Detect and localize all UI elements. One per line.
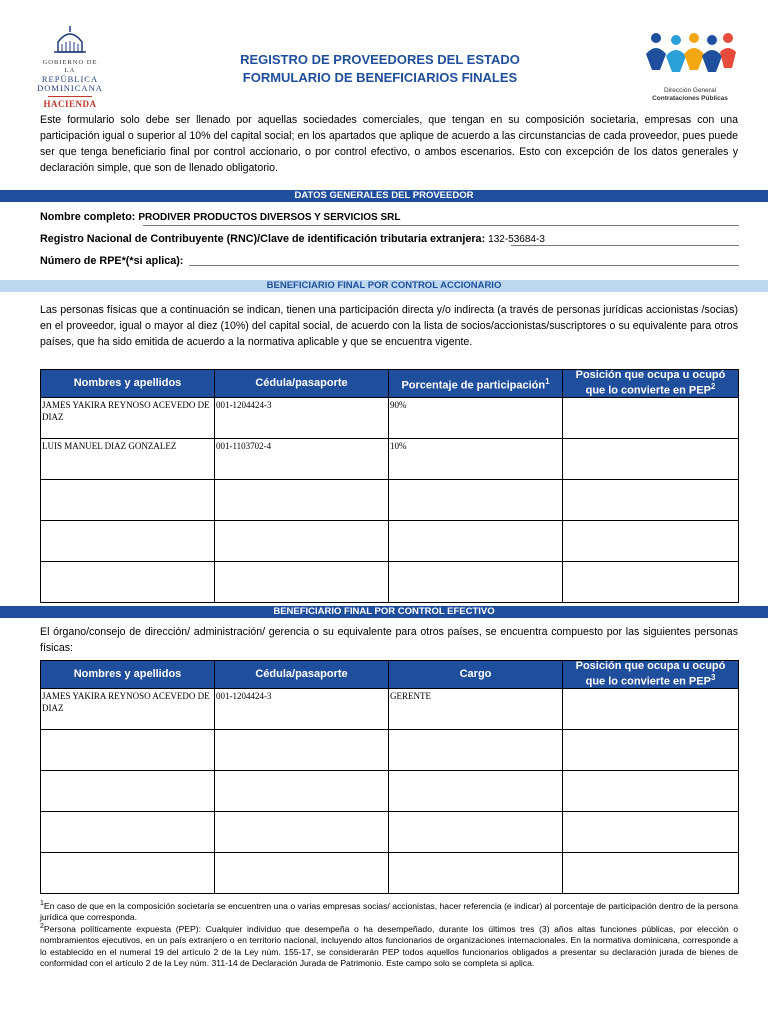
field-rnc-label: Registro Nacional de Contribuyente (RNC)/Clave de identificación tributaria extranjera: 132-53684-3 — [40, 233, 545, 245]
col-header-pep: Posición que ocupa u ocupó que lo convierte en PEP$^2$ — [563, 370, 739, 398]
cell-nombre[interactable] — [41, 520, 215, 561]
col-header-porcentaje: Porcentaje de participación$^1$ — [389, 370, 563, 398]
cell-pep[interactable] — [563, 520, 739, 561]
col-header-pep: Posición que ocupa u ocupó que lo convierte en PEP$^3$ — [563, 661, 739, 689]
cell-cedula[interactable] — [215, 852, 389, 893]
cell-porcentaje[interactable]: 10% — [389, 438, 563, 479]
cell-cedula[interactable]: 001-1204424-3 — [215, 397, 389, 438]
logo-dgcp-line2: Contrataciones Públicas — [652, 95, 728, 102]
dgcp-people-icon — [644, 30, 736, 78]
cell-nombre[interactable] — [41, 479, 215, 520]
col-header-cargo: Cargo — [389, 661, 563, 689]
field-rpe-input[interactable] — [189, 265, 739, 266]
cell-cedula[interactable] — [215, 520, 389, 561]
cell-nombre[interactable] — [41, 770, 215, 811]
cell-cedula[interactable]: 001-1103702-4 — [215, 438, 389, 479]
cell-nombre[interactable] — [41, 852, 215, 893]
cell-cedula[interactable] — [215, 770, 389, 811]
table-row — [41, 397, 739, 438]
cell-cargo[interactable]: GERENTE — [389, 688, 563, 729]
field-nombre-label: Nombre completo: PRODIVER PRODUCTOS DIVERSOS Y SERVICIOS SRL — [40, 211, 401, 223]
col-header-cedula: Cédula/pasaporte — [215, 661, 389, 689]
table-row — [41, 770, 739, 811]
intro-paragraph: Este formulario solo debe ser llenado por aquellas sociedades comerciales, que tengan en su composición societaria, empresas con una participación igual o superior al 10% del capital social; en los apartados que aplique de acuerdo a las circunstancias de cada proveedor, pues puede ser que tenga beneficiario final por control accionario, o por control efectivo, o ambos escenarios. Esto con excepción de los datos generales y declaración simple, que son de llenado obligatorio. — [40, 114, 738, 174]
footnote-2: $^2$Persona políticamente expuesta (PEP): Cualquier individuo que desempeña o ha desempeñado, durante los últimos tres (3) años altas funciones públicas, por elección o nombramientos ejecutivos, en un país extranjero o en territorio nacional, incluyendo altos funcionarios de organizaciones internacionales. En la normativa dominicana, corresponde a lo establecido en el numeral 19 del artículo 2 de la Ley núm. 155-17, se considerarán PEP todos aquellos funcionarios obligados a presentar su declaración jurada de bienes de conformidad con el artículo 2 de la Ley núm. 311-14 de Declaración Jurada de Patrimonio. Este campo solo se completa si aplica. — [40, 923, 738, 969]
footnote-1: $^1$En caso de que en la composición societaria se encuentren una o varias empresas socias/ accionistas, hacer referencia (e indicar) al porcentaje de participación dentro de la persona jurídica que corresponda. — [40, 900, 738, 923]
col-header-cedula: Cédula/pasaporte — [215, 370, 389, 398]
cell-cargo[interactable] — [389, 811, 563, 852]
table-row — [41, 729, 739, 770]
table-row — [41, 688, 739, 729]
cell-pep[interactable] — [563, 688, 739, 729]
field-nombre-value[interactable]: PRODIVER PRODUCTOS DIVERSOS Y SERVICIOS SRL — [138, 212, 401, 223]
gobierno-logo — [36, 24, 104, 109]
cell-pep[interactable] — [563, 852, 739, 893]
cell-pep[interactable] — [563, 770, 739, 811]
section-bar-datos-generales: DATOS GENERALES DEL PROVEEDOR — [0, 190, 768, 202]
cell-pep[interactable] — [563, 397, 739, 438]
logo-gobierno-text: GOBIERNO DE LA — [42, 59, 98, 74]
coat-of-arms-icon — [50, 24, 90, 54]
cell-cedula[interactable] — [215, 561, 389, 602]
col-header-nombres: Nombres y apellidos — [41, 661, 215, 689]
page-subtitle: FORMULARIO DE BENEFICIARIOS FINALES — [242, 70, 518, 85]
efectivo-paragraph: El órgano/consejo de dirección/ administración/ gerencia o su equivalente para otros países, se encuentra compuesto por las siguientes personas físicas: — [40, 626, 738, 654]
table-control-efectivo — [40, 660, 739, 894]
section-bar-control-efectivo: BENEFICIARIO FINAL POR CONTROL EFECTIVO — [0, 606, 768, 618]
accionario-paragraph: Las personas físicas que a continuación se indican, tienen una participación directa y/o indirecta (a través de personas jurídicas accionistas /socias) en el proveedor, igual o mayor al diez (10%) del capital social, de acuerdo con la lista de socios/accionistas/suscriptores o su equivalente para otros países, que ha sido emitida de acuerdo a la normativa aplicable y que se encuentra vigente. — [40, 304, 738, 348]
cell-porcentaje[interactable] — [389, 479, 563, 520]
cell-pep[interactable] — [563, 479, 739, 520]
table-row — [41, 520, 739, 561]
cell-nombre[interactable] — [41, 811, 215, 852]
logo-dgcp-line1: Dirección General — [663, 87, 717, 94]
cell-porcentaje[interactable] — [389, 520, 563, 561]
cell-nombre[interactable] — [41, 729, 215, 770]
table-row — [41, 561, 739, 602]
cell-nombre[interactable]: JAMES YAKIRA REYNOSO ACEVEDO DE DIAZ — [41, 688, 215, 729]
logo-dominicana-text: DOMINICANA — [37, 83, 103, 93]
dgcp-logo — [640, 30, 740, 103]
table-row — [41, 811, 739, 852]
cell-cargo[interactable] — [389, 729, 563, 770]
col-header-nombres: Nombres y apellidos — [41, 370, 215, 398]
cell-cedula[interactable]: 001-1204424-3 — [215, 688, 389, 729]
cell-porcentaje[interactable]: 90% — [389, 397, 563, 438]
cell-pep[interactable] — [563, 811, 739, 852]
cell-cargo[interactable] — [389, 852, 563, 893]
table-row — [41, 438, 739, 479]
cell-pep[interactable] — [563, 729, 739, 770]
cell-cedula[interactable] — [215, 479, 389, 520]
cell-pep[interactable] — [563, 438, 739, 479]
cell-cargo[interactable] — [389, 770, 563, 811]
cell-nombre[interactable]: LUIS MANUEL DIAZ GONZALEZ — [41, 438, 215, 479]
logo-republica-text: REPÚBLICA — [41, 74, 99, 84]
cell-nombre[interactable] — [41, 561, 215, 602]
field-rnc-value[interactable]: 132-53684-3 — [488, 234, 545, 245]
field-rpe-label: Número de RPE*(*si aplica): — [40, 255, 184, 267]
cell-nombre[interactable]: JAMES YAKIRA REYNOSO ACEVEDO DE DIAZ — [41, 397, 215, 438]
logo-hacienda-text: HACIENDA — [43, 99, 97, 109]
cell-cedula[interactable] — [215, 729, 389, 770]
table-control-accionario — [40, 369, 739, 603]
page-title: REGISTRO DE PROVEEDORES DEL ESTADO — [240, 52, 520, 67]
table-row — [41, 479, 739, 520]
section-bar-control-accionario: BENEFICIARIO FINAL POR CONTROL ACCIONARIO — [0, 280, 768, 292]
cell-pep[interactable] — [563, 561, 739, 602]
table-row — [41, 852, 739, 893]
cell-cedula[interactable] — [215, 811, 389, 852]
cell-porcentaje[interactable] — [389, 561, 563, 602]
